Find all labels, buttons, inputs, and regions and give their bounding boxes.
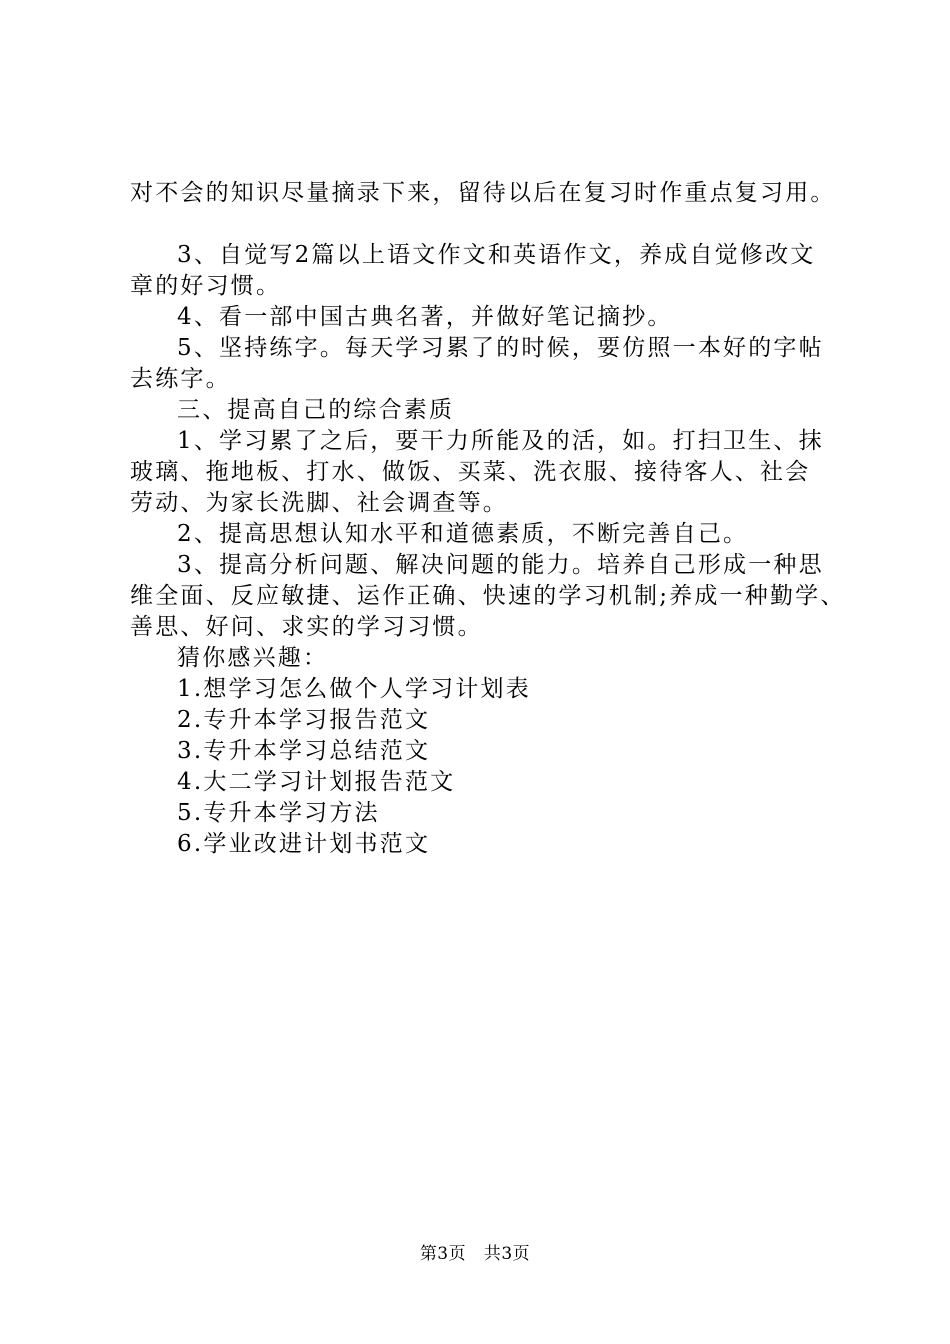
item-4-classics: 4、看一部中国古典名著，并做好笔记摘抄。 (177, 304, 673, 330)
item-3-writing-line-2: 章的好习惯。 (130, 273, 282, 299)
related-link-5[interactable]: 5.专升本学习方法 (177, 800, 380, 826)
quality-item-3-line-2: 维全面、反应敏捷、运作正确、快速的学习机制;养成一种勤学、 (130, 583, 846, 609)
body-text (130, 240, 860, 860)
total-pages: 共3页 (483, 1244, 531, 1264)
related-link-1[interactable]: 1.想学习怎么做个人学习计划表 (177, 676, 531, 702)
page-footer (0, 1243, 950, 1265)
related-link-2[interactable]: 2.专升本学习报告范文 (177, 707, 431, 733)
quality-item-3-line-1: 3、提高分析问题、解决问题的能力。培养自己形成一种思 (177, 552, 824, 578)
related-link-3[interactable]: 3.专升本学习总结范文 (177, 738, 431, 764)
quality-item-1-line-3: 劳动、为家长洗脚、社会调查等。 (130, 490, 508, 516)
quality-item-1-line-2: 玻璃、拖地板、打水、做饭、买菜、洗衣服、接待客人、社会 (130, 459, 811, 485)
section-heading-quality: 三、提高自己的综合素质 (177, 397, 455, 423)
item-3-writing-line-1: 3、自觉写2篇以上语文作文和英语作文，养成自觉修改文 (177, 242, 816, 268)
item-5-calligraphy-line-1: 5、坚持练字。每天学习累了的时候，要仿照一本好的字帖 (177, 335, 824, 361)
related-heading: 猜你感兴趣： (177, 645, 329, 671)
item-5-calligraphy-line-2: 去练字。 (130, 366, 231, 392)
related-link-4[interactable]: 4.大二学习计划报告范文 (177, 769, 456, 795)
related-link-6[interactable]: 6.学业改进计划书范文 (177, 831, 431, 857)
quality-item-3-line-3: 善思、好问、求实的学习习惯。 (130, 614, 483, 640)
text-line-top: 对不会的知识尽量摘录下来，留待以后在复习时作重点复习用。 (130, 180, 836, 206)
quality-item-2: 2、提高思想认知水平和道德素质，不断完善自己。 (177, 521, 749, 547)
page-number: 第3页 (419, 1244, 467, 1264)
paragraph-continued (130, 178, 860, 209)
quality-item-1-line-1: 1、学习累了之后，要干力所能及的活，如。打扫卫生、抹 (177, 428, 824, 454)
